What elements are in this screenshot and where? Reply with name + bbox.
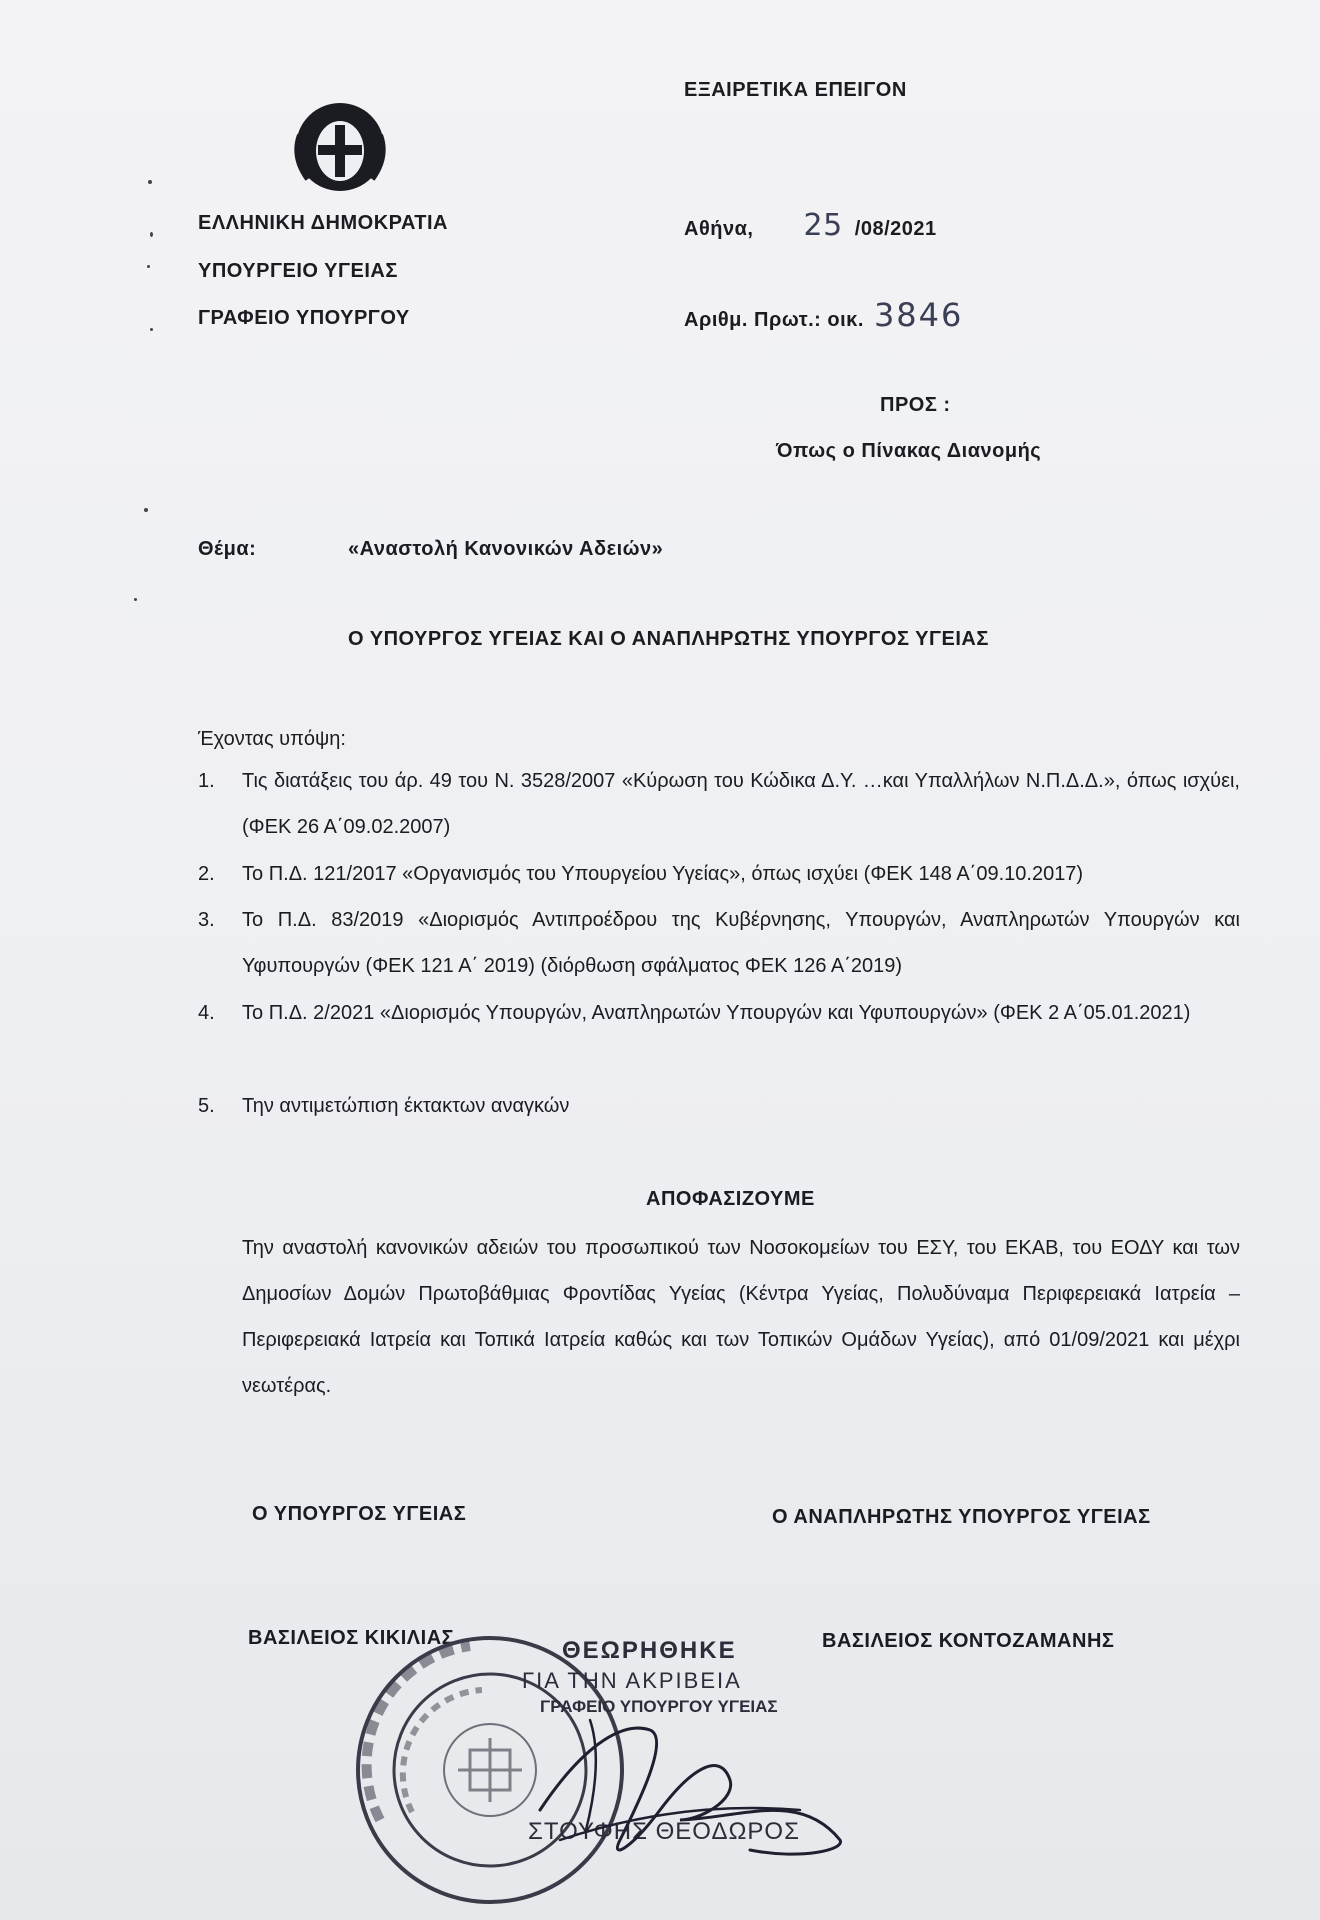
list-item [198, 897, 1240, 989]
stamp-certified: ΘΕΩΡΗΘΗΚΕ [562, 1637, 737, 1664]
scan-speck [150, 328, 153, 331]
scan-speck [147, 265, 150, 268]
protocol-number-handwritten: 3846 [873, 296, 964, 334]
list-number: 2. [198, 863, 215, 885]
org-office: ΓΡΑΦΕΙΟ ΥΠΟΥΡΓΟΥ [198, 307, 410, 329]
handwritten-signature [500, 1690, 860, 1880]
date-line [684, 208, 937, 243]
protocol-line [684, 296, 963, 334]
date-month-year: /08/2021 [854, 218, 937, 240]
list-item [198, 851, 1240, 897]
authority-heading: Ο ΥΠΟΥΡΓΟΣ ΥΓΕΙΑΣ ΚΑΙ Ο ΑΝΑΠΛΗΡΩΤΗΣ ΥΠΟΥΡΓΟΣ ΥΓΕΙΑΣ [348, 628, 989, 650]
scan-speck [148, 180, 152, 184]
list-number: 1. [198, 770, 215, 792]
recipient-label: ΠΡΟΣ : [880, 394, 951, 416]
list-number: 5. [198, 1095, 215, 1117]
org-republic: ΕΛΛΗΝΙΚΗ ΔΗΜΟΚΡΑΤΙΑ [198, 212, 448, 234]
list-text: Το Π.Δ. 121/2017 «Οργανισμός του Υπουργείου Υγείας», όπως ισχύει (ΦΕΚ 148 Α΄09.10.2017) [242, 863, 1084, 885]
stamp-office: ΓΡΑΦΕΙΟ ΥΠΟΥΡΓΟΥ ΥΓΕΙΑΣ [540, 1697, 778, 1716]
signature-title-deputy-minister: Ο ΑΝΑΠΛΗΡΩΤΗΣ ΥΠΟΥΡΓΟΣ ΥΓΕΙΑΣ [772, 1506, 1151, 1528]
date-day-handwritten: 25 [803, 208, 843, 243]
classification-label: ΕΞΑΙΡΕΤΙΚΑ ΕΠΕΙΓΟΝ [684, 79, 907, 101]
scan-speck [150, 232, 153, 237]
scan-speck [144, 508, 148, 512]
org-ministry: ΥΠΟΥΡΓΕΙΟ ΥΓΕΙΑΣ [198, 260, 398, 282]
recipient-value: Όπως ο Πίνακας Διανομής [776, 440, 1042, 462]
protocol-label: Αριθμ. Πρωτ.: οικ. [684, 309, 864, 331]
considering-label: Έχοντας υπόψη: [198, 728, 346, 750]
subject-value: «Αναστολή Κανονικών Αδειών» [348, 538, 664, 560]
list-number: 3. [198, 909, 215, 931]
signature-name-deputy-minister: ΒΑΣΙΛΕΙΟΣ ΚΟΝΤΟΖΑΜΑΝΗΣ [822, 1630, 1115, 1652]
list-item [198, 990, 1240, 1036]
greek-coat-of-arms-icon [290, 95, 390, 195]
list-item [198, 758, 1240, 850]
decision-text: Την αναστολή κανονικών αδειών του προσωπικού των Νοσοκομείων του ΕΣΥ, του ΕΚΑΒ, του ΕΟΔΥ και των Δημοσίων Δομών Πρωτοβάθμιας Φροντίδας Υγείας (Κέντρα Υγείας, Πολυδύναμα Περιφερειακά Ιατρεία – Περιφερειακά Ιατρεία και Τοπικά Ιατρεία καθώς και των Τοπικών Ομάδων Υγείας), από 01/09/2021 και μέχρι νεωτέρας. [242, 1237, 1240, 1397]
stamp-accuracy: ΓΙΑ ΤΗΝ ΑΚΡΙΒΕΙΑ [522, 1668, 742, 1693]
subject-label: Θέμα: [198, 538, 257, 560]
list-item [198, 1083, 1240, 1129]
list-text: Το Π.Δ. 2/2021 «Διορισμός Υπουργών, Αναπληρωτών Υπουργών και Υφυπουργών» (ΦΕΚ 2 Α΄05.01.2021) [242, 1002, 1191, 1024]
scan-speck [134, 598, 137, 601]
list-text: Τις διατάξεις του άρ. 49 του Ν. 3528/2007 «Κύρωση του Κώδικα Δ.Υ. …και Υπαλλήλων Ν.Π.Δ.Δ.», όπως ισχύει, (ΦΕΚ 26 Α΄09.02.2007) [242, 770, 1240, 838]
list-text: Το Π.Δ. 83/2019 «Διορισμός Αντιπροέδρου της Κυβέρνησης, Υπουργών, Αναπληρωτών Υπουργών και Υφυπουργών (ΦΕΚ 121 Α΄ 2019) (διόρθωση σφάλματος ΦΕΚ 126 Α΄2019) [242, 909, 1240, 977]
signature-name-minister: ΒΑΣΙΛΕΙΟΣ ΚΙΚΙΛΙΑΣ [248, 1627, 455, 1649]
stamp-signer-name: ΣΤΟΥΦΗΣ ΘΕΟΔΩΡΟΣ [528, 1818, 800, 1845]
signature-title-minister: Ο ΥΠΟΥΡΓΟΣ ΥΓΕΙΑΣ [252, 1503, 467, 1525]
list-text: Την αντιμετώπιση έκτακτων αναγκών [242, 1095, 570, 1117]
list-number: 4. [198, 1002, 215, 1024]
decision-heading: ΑΠΟΦΑΣΙΖΟΥΜΕ [646, 1188, 815, 1210]
date-label: Αθήνα, [684, 218, 754, 240]
